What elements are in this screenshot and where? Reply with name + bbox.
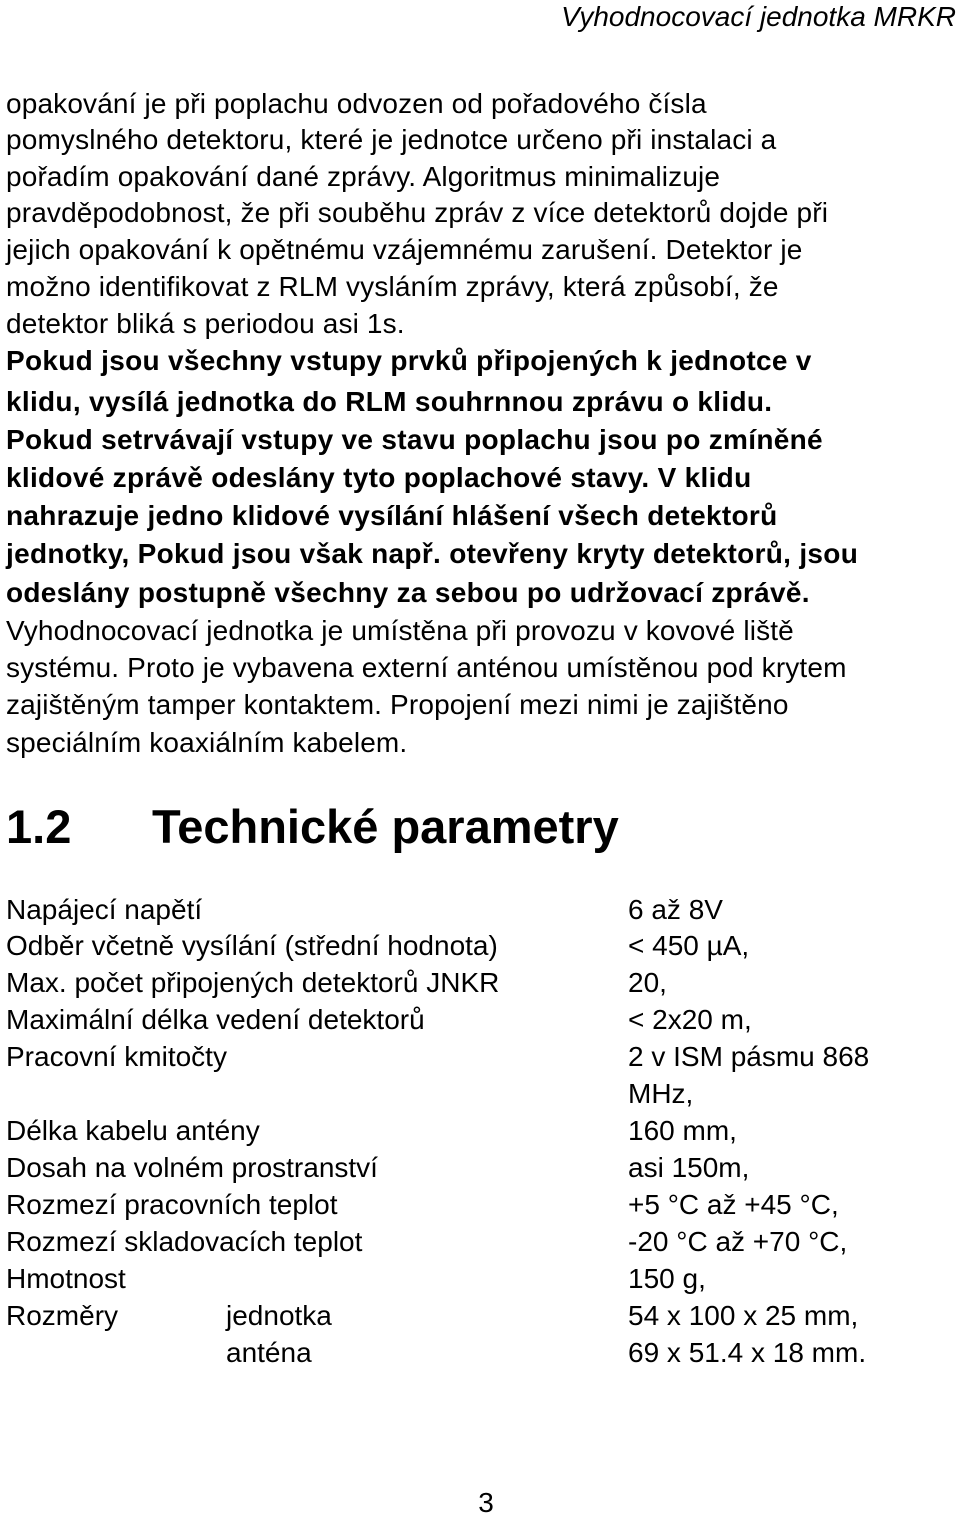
param-label: Délka kabelu antény bbox=[6, 1115, 260, 1146]
param-sublabel: anténa bbox=[226, 1337, 312, 1368]
param-value: 20, bbox=[628, 967, 667, 998]
param-value: < 2x20 m, bbox=[628, 1004, 752, 1035]
param-label: Hmotnost bbox=[6, 1263, 126, 1294]
param-value: 54 x 100 x 25 mm, bbox=[628, 1300, 859, 1331]
body-line-bold: nahrazuje jedno klidové vysílání hlášení všech detektorů bbox=[6, 500, 778, 531]
param-label: Max. počet připojených detektorů JNKR bbox=[6, 967, 500, 998]
param-value-continued: MHz, bbox=[628, 1078, 694, 1109]
body-line: Vyhodnocovací jednotka je umístěna při provozu v kovové liště bbox=[6, 615, 794, 646]
param-label: Dosah na volném prostranství bbox=[6, 1152, 378, 1183]
param-label: Napájecí napětí bbox=[6, 894, 203, 925]
param-value: 2 v ISM pásmu 868 bbox=[628, 1041, 870, 1072]
body-line-bold: odeslány postupně všechny za sebou po udržovací zprávě. bbox=[6, 577, 810, 608]
param-value: asi 150m, bbox=[628, 1152, 750, 1183]
param-value: 150 g, bbox=[628, 1263, 706, 1294]
section-number: 1.2 bbox=[6, 800, 72, 853]
param-value: 160 mm, bbox=[628, 1115, 737, 1146]
param-sublabel: jednotka bbox=[226, 1300, 332, 1331]
section-title: Technické parametry bbox=[152, 800, 619, 853]
body-line-bold: klidové zprávě odeslány tyto poplachové stavy. V klidu bbox=[6, 462, 752, 493]
body-line: možno identifikovat z RLM vysláním zprávy, která způsobí, že bbox=[6, 271, 779, 302]
param-label: Maximální délka vedení detektorů bbox=[6, 1004, 425, 1035]
running-header: Vyhodnocovací jednotka MRKR bbox=[561, 1, 956, 32]
body-line: opakování je při poplachu odvozen od pořadového čísla bbox=[6, 88, 707, 119]
body-line-bold: klidu, vysílá jednotka do RLM souhrnnou zprávu o klidu. bbox=[6, 386, 773, 417]
body-line: systému. Proto je vybavena externí anténou umístěnou pod krytem bbox=[6, 652, 847, 683]
body-line: speciálním koaxiálním kabelem. bbox=[6, 727, 408, 758]
param-label: Pracovní kmitočty bbox=[6, 1041, 227, 1072]
body-line-bold: jednotky, Pokud jsou však např. otevřeny kryty detektorů, jsou bbox=[6, 538, 859, 569]
body-line: zajištěným tamper kontaktem. Propojení mezi nimi je zajištěno bbox=[6, 689, 789, 720]
param-value: 6 až 8V bbox=[628, 894, 723, 925]
page-number: 3 bbox=[478, 1487, 494, 1518]
body-line: pořadím opakování dané zprávy. Algoritmus minimalizuje bbox=[6, 161, 721, 192]
param-label: Odběr včetně vysílání (střední hodnota) bbox=[6, 930, 498, 961]
body-line: jejich opakování k opětnému vzájemnému zarušení. Detektor je bbox=[6, 234, 803, 265]
param-value: 69 x 51.4 x 18 mm. bbox=[628, 1337, 867, 1368]
param-value: < 450 µA, bbox=[628, 930, 750, 961]
body-line: detektor bliká s periodou asi 1s. bbox=[6, 308, 405, 339]
param-label: Rozmezí skladovacích teplot bbox=[6, 1226, 363, 1257]
body-line-bold: Pokud setrvávají vstupy ve stavu poplachu jsou po zmíněné bbox=[6, 424, 823, 455]
body-line-bold: Pokud jsou všechny vstupy prvků připojených k jednotce v bbox=[6, 345, 812, 376]
param-label: Rozmezí pracovních teplot bbox=[6, 1189, 338, 1220]
param-label: Rozměry bbox=[6, 1300, 119, 1331]
body-line: pravděpodobnost, že při souběhu zpráv z více detektorů dojde při bbox=[6, 197, 829, 228]
body-line: pomyslného detektoru, které je jednotce určeno při instalaci a bbox=[6, 124, 777, 155]
param-value: +5 °C až +45 °C, bbox=[628, 1189, 839, 1220]
param-value: -20 °C až +70 °C, bbox=[628, 1226, 848, 1257]
